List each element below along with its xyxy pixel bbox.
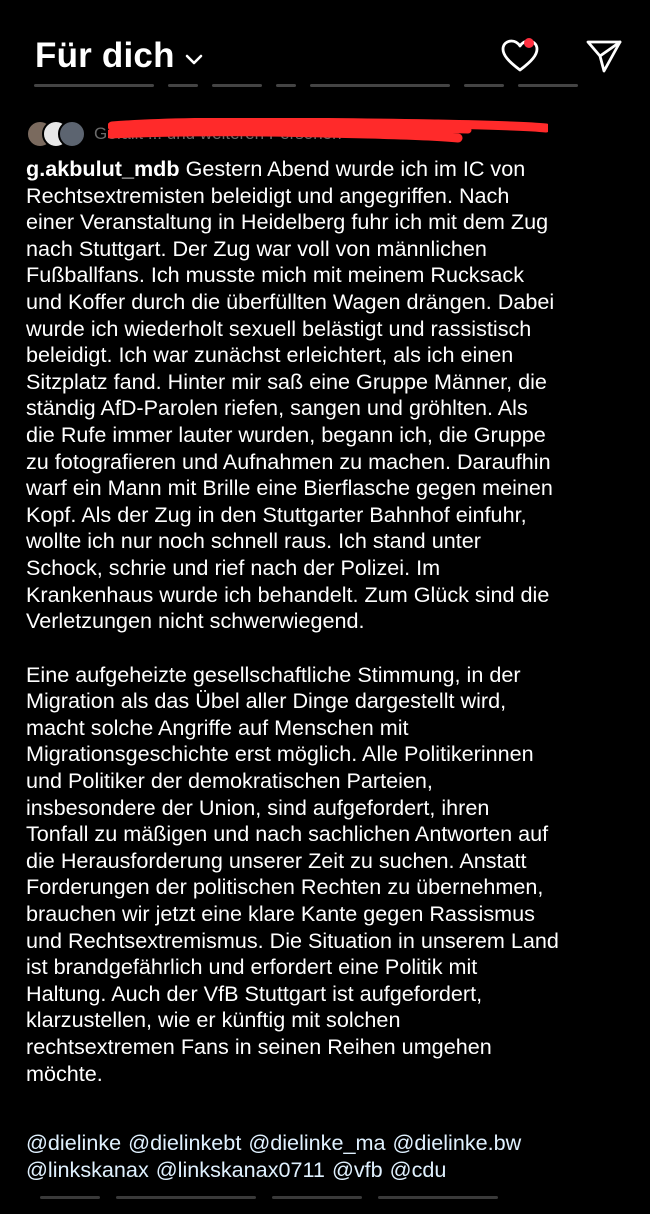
caption-line <box>26 236 628 263</box>
mention-link[interactable]: @linkskanax0711 <box>155 1156 325 1182</box>
caption-text: Schock, schrie und rief nach der Polizei. Im <box>26 554 441 580</box>
caption-line <box>26 795 628 822</box>
caption-line <box>26 1061 628 1088</box>
caption-line <box>26 262 628 289</box>
caption-text: Rechtsextremisten beleidigt und angegriffen. Nach <box>26 182 510 208</box>
caption-line <box>26 156 628 183</box>
caption-text: wurde ich wiederholt sexuell belästigt und rassistisch <box>26 315 532 341</box>
direct-messages-button[interactable] <box>584 38 624 74</box>
caption-text: Sitzplatz fand. Hinter mir saß eine Gruppe Männer, die <box>26 368 547 394</box>
caption-paragraph-1 <box>26 156 628 635</box>
caption-line <box>26 209 628 236</box>
caption-text: klarzustellen, wie er künftig mit solchen <box>26 1007 401 1033</box>
caption-text: Migrationsgeschichte erst möglich. Alle Politikerinnen <box>26 741 534 767</box>
caption-line <box>26 582 628 609</box>
mention-link[interactable]: @dielinke <box>26 1130 122 1155</box>
caption-line <box>26 901 628 928</box>
caption-line <box>26 874 628 901</box>
caption-line <box>26 768 628 795</box>
caption-text: ist brandgefährlich und erfordert eine Politik mit <box>26 954 478 980</box>
feed-title: Für dich <box>35 36 175 75</box>
caption-line <box>26 342 628 369</box>
next-content-edge <box>40 1196 600 1200</box>
caption-text: macht solche Angriffe auf Menschen mit <box>26 714 409 740</box>
caption-line <box>26 715 628 742</box>
caption-line <box>26 528 628 555</box>
caption-line <box>26 608 628 635</box>
caption-paragraph-2 <box>26 662 628 1088</box>
mention-link[interactable]: @cdu <box>389 1156 447 1182</box>
caption-text: und Rechtsextremismus. Die Situation in unserem Land <box>26 927 559 953</box>
caption-text: zu fotografieren und Aufnahmen zu machen. Daraufhin <box>26 448 551 474</box>
caption-text: Tonfall zu mäßigen und nach sachlichen Antworten auf <box>26 821 549 847</box>
mentions <box>26 1130 636 1183</box>
top-bar <box>0 0 650 110</box>
caption-text: möchte. <box>26 1060 103 1086</box>
caption-text: die Rufe immer lauter wurden, begann ich, die Gruppe <box>26 421 546 447</box>
caption-text: Migration als das Übel aller Dinge dargestellt wird, <box>26 688 507 714</box>
caption-line <box>26 475 628 502</box>
caption-text: Haltung. Auch der VfB Stuttgart ist aufgefordert, <box>26 980 483 1006</box>
heart-icon <box>500 38 540 74</box>
caption-text: beleidigt. Ich war zunächst erleichtert, als ich einen <box>26 342 514 368</box>
caption-text: nach Stuttgart. Der Zug war voll von männlichen <box>26 235 487 261</box>
caption-line <box>26 289 628 316</box>
caption-line <box>26 981 628 1008</box>
mentions-line-1 <box>26 1130 636 1157</box>
caption-line <box>26 928 628 955</box>
mention-link[interactable]: @dielinke.bw <box>392 1130 522 1155</box>
mention-link[interactable]: @linkskanax <box>26 1156 149 1182</box>
likes-text: Gefällt ... und weiteren Personen <box>94 124 342 143</box>
mention-link[interactable]: @dielinkebt <box>128 1130 242 1155</box>
chevron-down-icon <box>185 54 203 66</box>
caption-line <box>26 316 628 343</box>
caption-text: Forderungen der politischen Rechten zu übernehmen, <box>26 874 544 900</box>
caption-text: Fußballfans. Ich musste mich mit meinem Rucksack <box>26 262 524 288</box>
caption-line <box>26 688 628 715</box>
feed-selector[interactable] <box>35 36 203 76</box>
caption-text: rechtsextremen Fans in seinen Reihen umgehen <box>26 1034 492 1059</box>
caption-text: ständig AfD-Parolen riefen, sangen und gröhlten. Als <box>26 395 528 421</box>
send-icon <box>584 38 624 74</box>
caption-line <box>26 821 628 848</box>
caption-line <box>26 555 628 582</box>
caption-text: und Koffer durch die überfüllten Wagen drängen. Dabei <box>26 288 555 314</box>
caption-text: Gestern Abend wurde ich im IC von <box>185 156 526 181</box>
avatar <box>58 120 86 148</box>
caption-line <box>26 395 628 422</box>
caption-line <box>26 502 628 529</box>
caption-text: Eine aufgeheizte gesellschaftliche Stimmung, in der <box>26 661 521 687</box>
likes-row[interactable] <box>26 118 626 148</box>
caption-text: die Herausforderung unserer Zeit zu suchen. Anstatt <box>26 847 527 873</box>
caption-line <box>26 848 628 875</box>
caption-line <box>26 422 628 449</box>
caption-line <box>26 662 628 689</box>
caption-text: wollte ich nur noch schnell raus. Ich stand unter <box>26 528 481 554</box>
previous-post-edge <box>34 84 624 94</box>
caption-line <box>26 449 628 476</box>
notification-dot <box>524 38 534 48</box>
caption-line <box>26 183 628 210</box>
caption-line <box>26 1007 628 1034</box>
caption-line <box>26 741 628 768</box>
caption-line <box>26 954 628 981</box>
caption-text: brauchen wir jetzt eine klare Kante gegen Rassismus <box>26 901 535 927</box>
mention-link[interactable]: @dielinke_ma <box>248 1130 386 1155</box>
caption-text: warf ein Mann mit Brille eine Bierflasche gegen meinen <box>26 475 553 501</box>
caption-text: Verletzungen nicht schwerwiegend. <box>26 608 365 634</box>
mention-link[interactable]: @vfb <box>331 1156 383 1182</box>
notifications-button[interactable] <box>500 38 540 74</box>
post-username[interactable]: g.akbulut_mdb <box>26 156 180 181</box>
caption-line <box>26 369 628 396</box>
post-caption <box>26 156 628 1087</box>
caption-line <box>26 1034 628 1061</box>
caption-text: Krankenhaus wurde ich behandelt. Zum Glück sind die <box>26 581 550 607</box>
caption-text: insbesondere der Union, sind aufgefordert, ihren <box>26 794 490 820</box>
caption-text: einer Veranstaltung in Heidelberg fuhr ich mit dem Zug <box>26 209 549 235</box>
mentions-line-2 <box>26 1157 636 1184</box>
caption-text: und Politiker der demokratischen Parteien, <box>26 768 433 794</box>
caption-text: Kopf. Als der Zug in den Stuttgarter Bahnhof einfuhr, <box>26 501 527 527</box>
